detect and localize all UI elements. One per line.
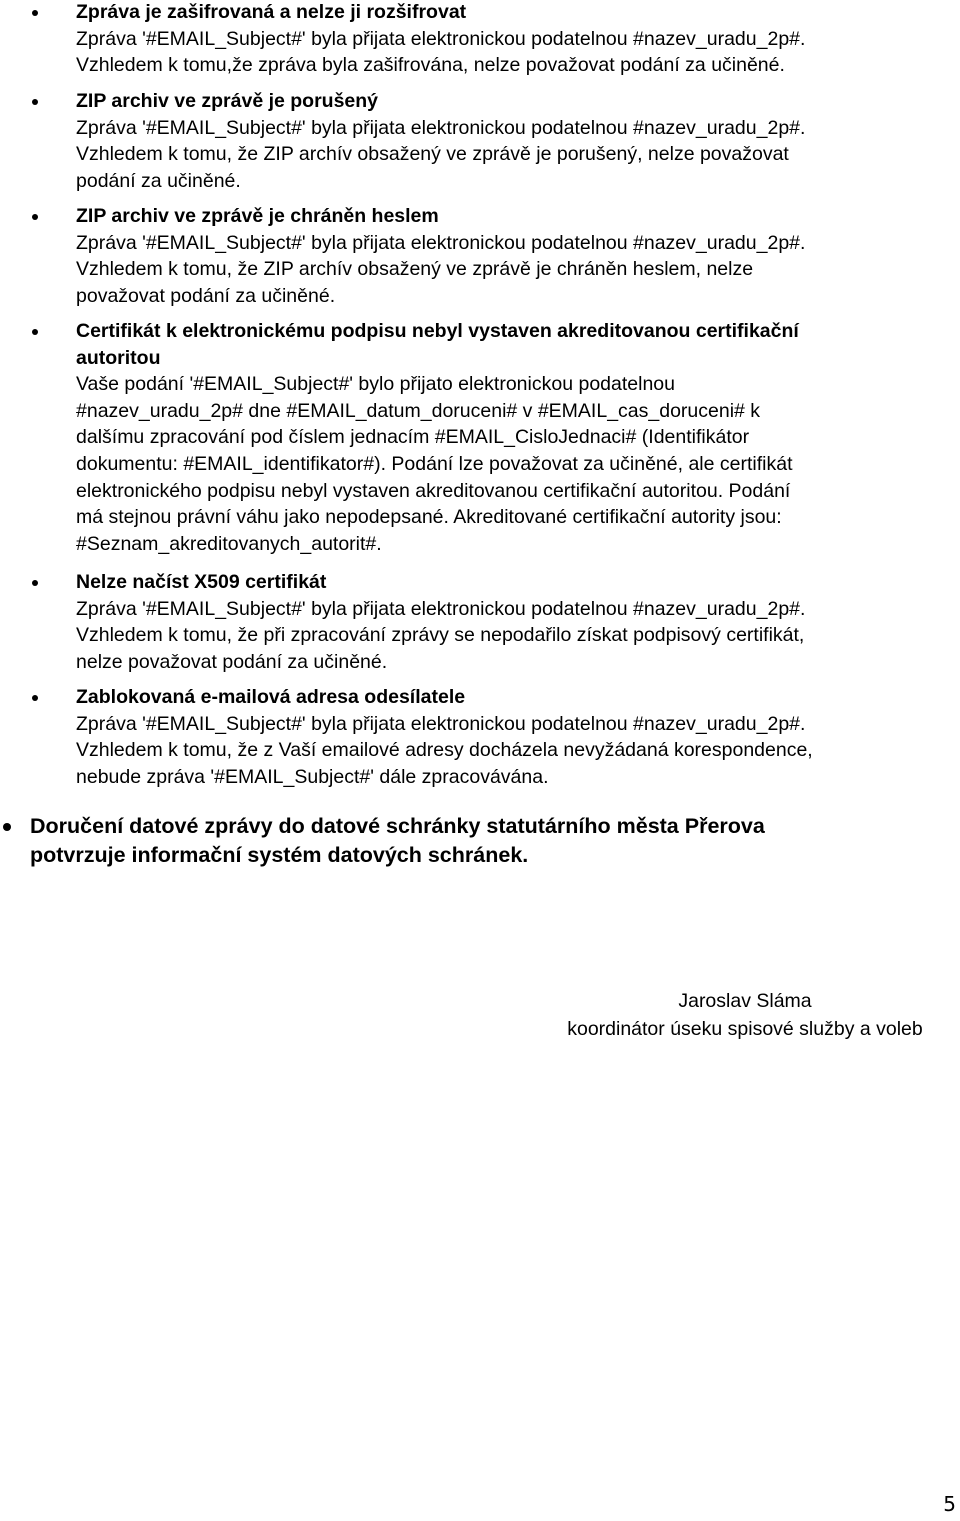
item-title: Certifikát k elektronickému podpisu nebyl vystaven akreditovanou certifikační autoritou [76,320,799,369]
list-item [0,684,960,790]
item-title: ZIP archiv ve zprávě je chráněn heslem [76,205,439,227]
bullet-icon [32,695,38,701]
item-body: Vaše podání '#EMAIL_Subject#' bylo přijato elektronickou podatelnou #nazev_uradu_2p# dne #EMAIL_datum_doruceni# v #EMAIL_cas_doruceni# k dalšímu zpracování pod číslem jednacím #EMAIL_CisloJednaci# (Identifikátor dokumentu: #EMAIL_identifikator#). Podání lze považovat za učiněné, ale certifikát elektronického podpisu nebyl vystaven akreditovanou certifikační autoritou. Podání má stejnou právní váhu jako nepodepsané. Akreditované certifikační autority jsou: #Seznam_akreditovanych_autorit#. [76,373,793,555]
signatory-name: Jaroslav Sláma [678,990,812,1012]
item-body: Zpráva '#EMAIL_Subject#' byla přijata elektronickou podatelnou #nazev_uradu_2p#. Vzhledem k tomu, že při zpracování zprávy se nepodařilo získat podpisový certifikát, nelze považovat podání za učiněné. [76,597,806,673]
list-item [0,0,960,79]
item-body: Zpráva '#EMAIL_Subject#' byla přijata elektronickou podatelnou #nazev_uradu_2p#. Vzhledem k tomu, že z Vaší emailové adresy docházela nevyžádaná korespondence, nebude zpráva '#EMAIL_Subject#' dále zpracovávána. [76,712,813,788]
item-body: Zpráva '#EMAIL_Subject#' byla přijata elektronickou podatelnou #nazev_uradu_2p#. Vzhledem k tomu,že zpráva byla zašifrována, nelze považovat podání za učiněné. [76,27,806,77]
bullet-icon [32,214,38,220]
signature-block [530,987,960,1043]
list-item [0,318,960,557]
item-title: ZIP archiv ve zprávě je porušený [76,90,379,112]
item-title: Zablokovaná e-mailová adresa odesílatele [76,686,466,708]
bullet-icon [32,10,38,16]
item-body: Zpráva '#EMAIL_Subject#' byla přijata elektronickou podatelnou #nazev_uradu_2p#. Vzhledem k tomu, že ZIP archív obsažený ve zprávě je chráněn heslem, nelze považovat podání za učiněné. [76,231,806,307]
list-item [0,88,960,194]
list-item [0,203,960,309]
item-title: Nelze načíst X509 certifikát [76,571,327,593]
signatory-role: koordinátor úseku spisové služby a voleb [567,1018,923,1040]
bullet-icon [32,329,38,335]
item-body: Zpráva '#EMAIL_Subject#' byla přijata elektronickou podatelnou #nazev_uradu_2p#. Vzhledem k tomu, že ZIP archív obsažený ve zprávě je porušený, nelze považovat podání za učiněné. [76,116,806,192]
bullet-icon [3,823,11,831]
item-title: Zpráva je zašifrovaná a nelze ji rozšifrovat [76,1,467,23]
page-number: 5 [943,1492,956,1516]
delivery-note-text: Doručení datové zprávy do datové schránky statutárního města Přerova potvrzuje informační systém datových schránek. [30,814,765,867]
bullet-icon [32,99,38,105]
delivery-note [0,812,960,870]
list-item [0,569,960,675]
bullet-icon [32,580,38,586]
